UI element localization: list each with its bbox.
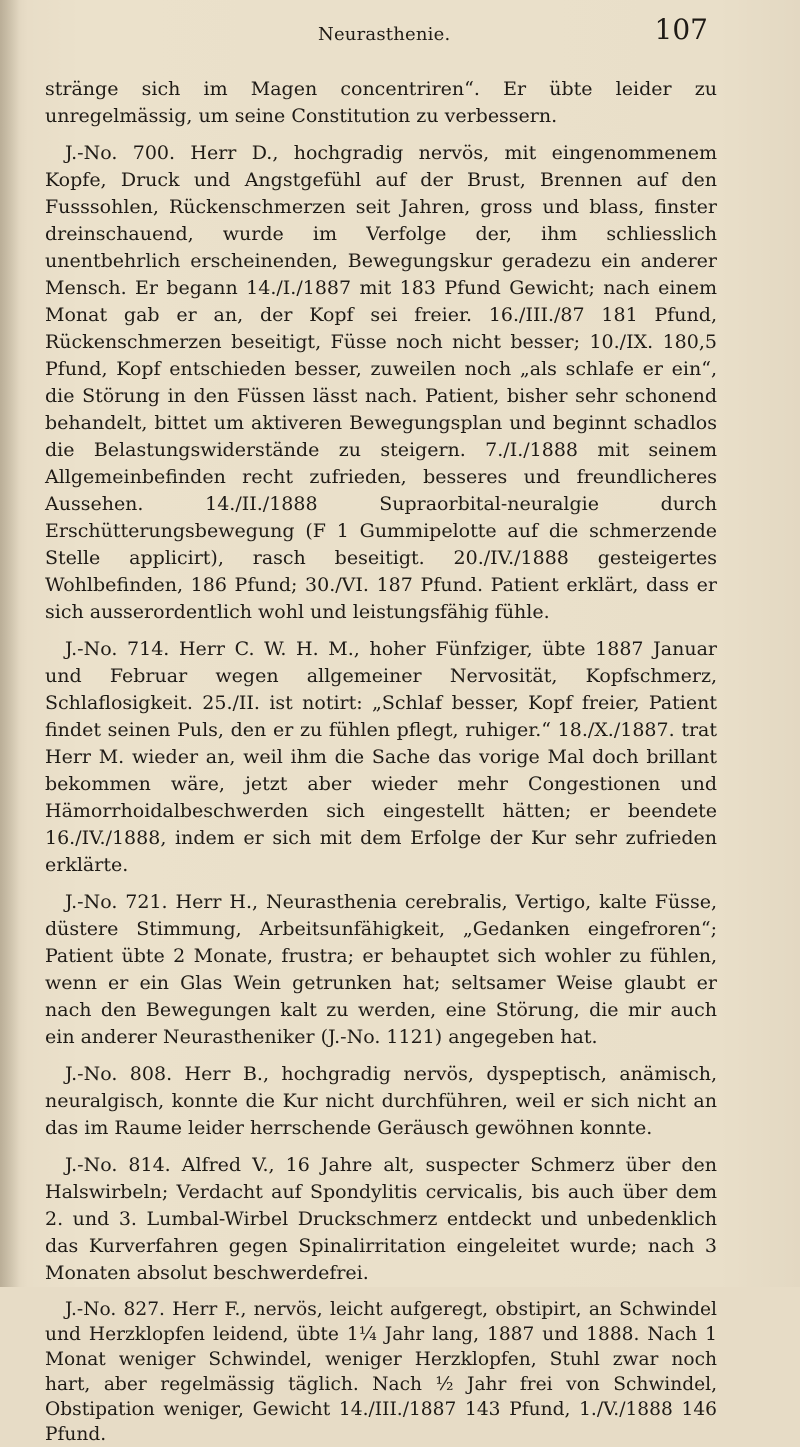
page-header <box>0 13 800 54</box>
case-714-paragraph: J.-No. 714. Herr C. W. H. M., hoher Fünfziger, übte 1887 Januar und Februar wegen allgemeiner Nervosität, Kopfschmerz, Schlaflosigkeit. 25./II. ist notirt: „Schlaf besser, Kopf freier, Patient findet seinen Puls, den er zu fühlen pflegt, ruhiger.“ 18./X./1887. trat Herr M. wieder an, weil ihm die Sache das vorige Mal doch brillant bekommen wäre, jetzt aber wieder mehr Congestionen und Hämorrhoidalbeschwerden sich eingestellt hätten; er beendete 16./IV./1888, indem er sich mit dem Erfolge der Kur sehr zufrieden erklärte. <box>45 638 717 876</box>
running-title: Neurasthenie. <box>318 24 451 45</box>
case-814-paragraph: J.-No. 814. Alfred V., 16 Jahre alt, suspecter Schmerz über den Halswirbeln; Verdacht auf Spondylitis cervicalis, bis auch über dem 2. und 3. Lumbal-Wirbel Druckschmerz entdeckt und unbedenklich das Kurverfahren gegen Spinalirritation eingeleitet wurde; nach 3 Monaten absolut beschwerdefrei. <box>45 1154 717 1284</box>
case-700-paragraph: J.-No. 700. Herr D., hochgradig nervös, mit eingenommenem Kopfe, Druck und Angstgefühl auf der Brust, Brennen auf den Fusssohlen, Rückenschmerzen seit Jahren, gross und blass, finster dreinschauend, wurde im Verfolge der, ihm schliesslich unentbehrlich erscheinenden, Bewegungskur geradezu ein anderer Mensch. Er begann 14./I./1887 mit 183 Pfund Gewicht; nach einem Monat gab er an, der Kopf sei freier. 16./III./87 181 Pfund, Rückenschmerzen beseitigt, Füsse noch nicht besser; 10./IX. 180,5 Pfund, Kopf entschieden besser, zuweilen noch „als schlafe er ein“, die Störung in den Füssen lässt nach. Patient, bisher sehr schonend behandelt, bittet um aktiveren Bewegungsplan und beginnt schadlos die Belastungswiderstände zu steigern. 7./I./1888 mit seinem Allgemeinbefinden recht zufrieden, besseres und freundlicheres Aussehen. 14./II./1888 Supraorbital-neuralgie durch Erschütterungsbewegung (F 1 Gummipelotte auf die schmerzende Stelle applicirt), rasch beseitigt. 20./IV./1888 gesteigertes Wohlbefinden, 186 Pfund; 30./VI. 187 Pfund. Patient erklärt, dass er sich ausserordentlich wohl und leistungsfähig fühle. <box>45 142 717 623</box>
document-body <box>45 76 717 1447</box>
page-number: 107 <box>654 13 708 46</box>
paragraph-continuation: stränge sich im Magen concentriren“. Er übte leider zu unregelmässig, um seine Constitution zu verbessern. <box>45 78 717 127</box>
case-827-paragraph: J.-No. 827. Herr F., nervös, leicht aufgeregt, obstipirt, an Schwindel und Herzklopfen leidend, übte 1¼ Jahr lang, 1887 und 1888. Nach 1 Monat weniger Schwindel, weniger Herzklopfen, Stuhl zwar noch hart, aber regelmässig täglich. Nach ½ Jahr frei von Schwindel, Obstipation weniger, Gewicht 14./III./1887 143 Pfund, 1./V./1888 146 Pfund. <box>45 1299 717 1445</box>
case-808-paragraph: J.-No. 808. Herr B., hochgradig nervös, dyspeptisch, anämisch, neuralgisch, konnte die Kur nicht durchführen, weil er sich nicht an das im Raume leider herrschende Geräusch gewöhnen konnte. <box>45 1063 717 1139</box>
case-721-paragraph: J.-No. 721. Herr H., Neurasthenia cerebralis, Vertigo, kalte Füsse, düstere Stimmung, Arbeitsunfähigkeit, „Gedanken eingefroren“; Patient übte 2 Monate, frustra; er behauptet sich wohler zu fühlen, wenn er ein Glas Wein getrunken hat; seltsamer Weise glaubt er nach den Bewegungen kalt zu werden, eine Störung, die mir auch ein anderer Neurastheniker (J.-No. 1121) angegeben hat. <box>45 891 717 1048</box>
